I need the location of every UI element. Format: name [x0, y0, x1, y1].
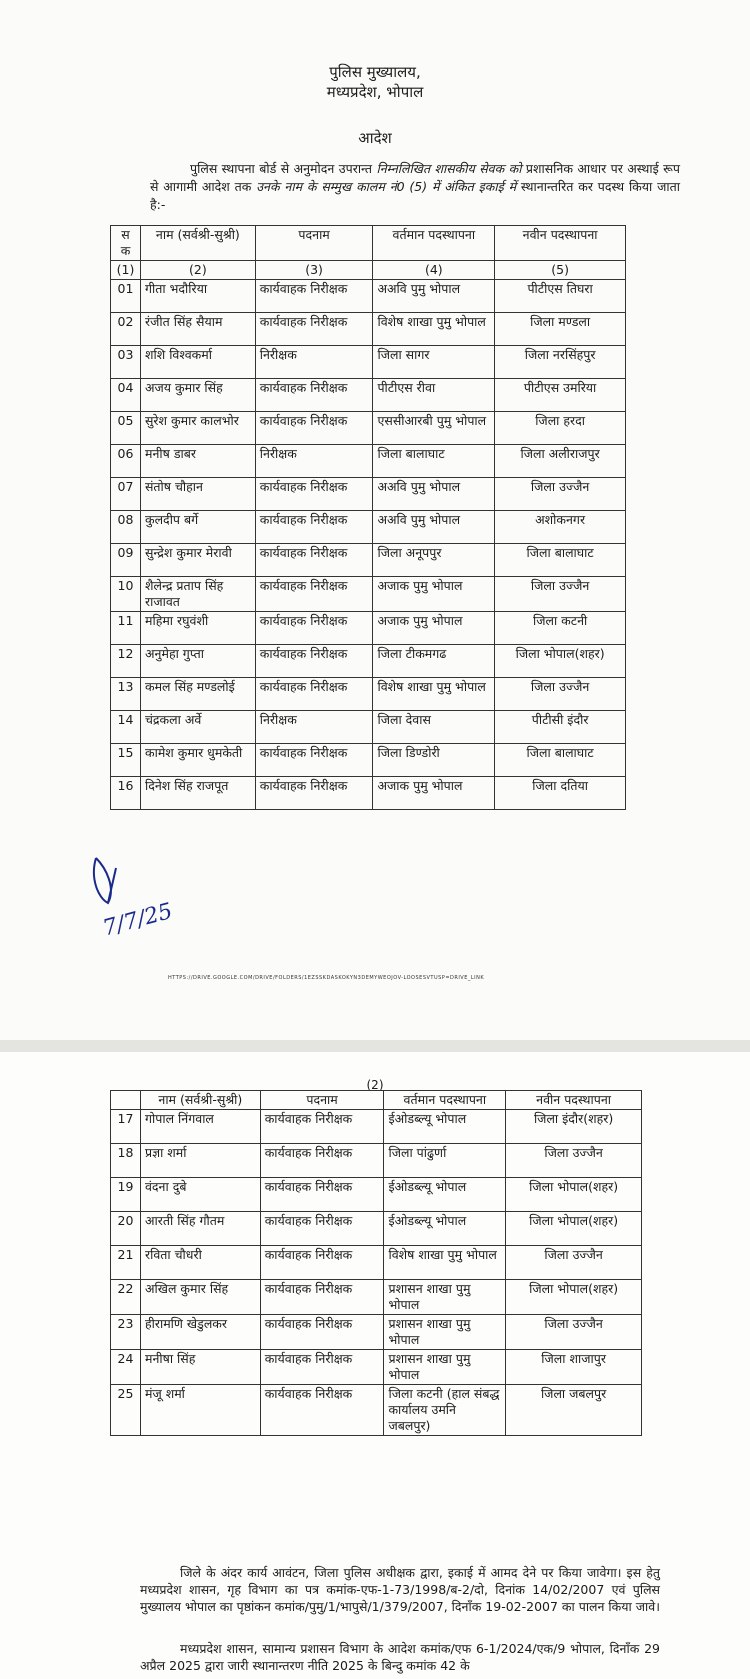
- cell-sno: 02: [111, 313, 141, 346]
- cell-name: मंजू शर्मा: [140, 1385, 260, 1436]
- cell-name: दिनेश सिंह राजपूत: [140, 777, 255, 810]
- table-row: [111, 577, 626, 612]
- intro-emphasis-2: उनके नाम के सम्मुख कालम नं0 (5) में अंकित इकाई में: [256, 179, 517, 194]
- cell-current-posting: प्रशासन शाखा पुमु भोपाल: [384, 1280, 506, 1315]
- cell-sno: 10: [111, 577, 141, 612]
- cell-designation: कार्यवाहक निरीक्षक: [255, 379, 373, 412]
- cell-current-posting: अजाक पुमु भोपाल: [373, 577, 495, 612]
- header-current-posting: वर्तमान पदस्थापना: [384, 1091, 506, 1110]
- col-number: (5): [495, 261, 626, 280]
- cell-new-posting: पीटीसी इंदौर: [495, 711, 626, 744]
- cell-new-posting: जिला उज्जैन: [506, 1315, 642, 1350]
- cell-designation: निरीक्षक: [255, 445, 373, 478]
- cell-sno: 20: [111, 1212, 141, 1246]
- cell-name: आरती सिंह गौतम: [140, 1212, 260, 1246]
- cell-sno: 22: [111, 1280, 141, 1315]
- cell-new-posting: जिला बालाघाट: [495, 544, 626, 577]
- cell-current-posting: जिला अनूपपुर: [373, 544, 495, 577]
- cell-designation: कार्यवाहक निरीक्षक: [260, 1246, 384, 1280]
- cell-new-posting: पीटीएस उमरिया: [495, 379, 626, 412]
- table-body-2: [111, 1110, 642, 1436]
- header-sno-empty: [111, 1091, 141, 1110]
- document-page-2: [0, 1052, 750, 1679]
- table-body-1: [111, 280, 626, 810]
- intro-paragraph: [150, 160, 680, 214]
- header-current-posting: वर्तमान पदस्थापना: [373, 226, 495, 261]
- cell-designation: कार्यवाहक निरीक्षक: [260, 1110, 384, 1144]
- table-row: [111, 612, 626, 645]
- cell-new-posting: जिला बालाघाट: [495, 744, 626, 777]
- cell-sno: 18: [111, 1144, 141, 1178]
- cell-new-posting: जिला जबलपुर: [506, 1385, 642, 1436]
- cell-new-posting: अशोकनगर: [495, 511, 626, 544]
- cell-current-posting: विशेष शाखा पुमु भोपाल: [384, 1246, 506, 1280]
- cell-name: रंजीत सिंह सैयाम: [140, 313, 255, 346]
- cell-new-posting: जिला मण्डला: [495, 313, 626, 346]
- table-row: [111, 379, 626, 412]
- cell-name: वंदना दुबे: [140, 1178, 260, 1212]
- cell-designation: कार्यवाहक निरीक्षक: [260, 1315, 384, 1350]
- col-number: (1): [111, 261, 141, 280]
- table-row: [111, 1350, 642, 1385]
- cell-name: महिमा रघुवंशी: [140, 612, 255, 645]
- cell-current-posting: जिला देवास: [373, 711, 495, 744]
- table-row: [111, 511, 626, 544]
- cell-designation: निरीक्षक: [255, 346, 373, 379]
- col-number: (2): [140, 261, 255, 280]
- cell-sno: 21: [111, 1246, 141, 1280]
- cell-sno: 25: [111, 1385, 141, 1436]
- intro-emphasis-1: निम्नलिखित शासकीय सेवक को: [376, 161, 522, 176]
- cell-designation: कार्यवाहक निरीक्षक: [255, 744, 373, 777]
- col-number: (4): [373, 261, 495, 280]
- table-row: [111, 280, 626, 313]
- cell-sno: 23: [111, 1315, 141, 1350]
- cell-designation: कार्यवाहक निरीक्षक: [255, 612, 373, 645]
- table-row: [111, 777, 626, 810]
- page-number: (2): [366, 1078, 384, 1092]
- cell-name: अनुमेहा गुप्ता: [140, 645, 255, 678]
- cell-name: हीरामणि खेडुलकर: [140, 1315, 260, 1350]
- cell-sno: 15: [111, 744, 141, 777]
- cell-name: संतोष चौहान: [140, 478, 255, 511]
- cell-new-posting: जिला नरसिंहपुर: [495, 346, 626, 379]
- header-sno: स क: [111, 226, 141, 261]
- header-name: नाम (सर्वश्री-सुश्री): [140, 1091, 260, 1110]
- cell-new-posting: जिला भोपाल(शहर): [506, 1280, 642, 1315]
- cell-sno: 11: [111, 612, 141, 645]
- cell-designation: निरीक्षक: [255, 711, 373, 744]
- table-row: [111, 544, 626, 577]
- cell-current-posting: प्रशासन शाखा पुमु भोपाल: [384, 1315, 506, 1350]
- cell-sno: 06: [111, 445, 141, 478]
- cell-designation: कार्यवाहक निरीक्षक: [260, 1144, 384, 1178]
- cell-sno: 08: [111, 511, 141, 544]
- table-row: [111, 1315, 642, 1350]
- office-name: पुलिस मुख्यालय,: [329, 63, 421, 81]
- cell-current-posting: विशेष शाखा पुमु भोपाल: [373, 678, 495, 711]
- instruction-paragraph-1: जिले के अंदर कार्य आवंटन, जिला पुलिस अधीक्षक द्वारा, इकाई में आमद देने पर किया जावेगा। इस हेतु मध्यप्रदेश शासन, गृह विभाग का पत्र कमांक-एफ-1-73/1998/ब-2/दो, दिनांक 14/02/2007 एवं पुलिस मुख्यालय भोपाल का पृष्ठांकन कमांक/पुमु/1/भापुसे/1/379/2007, दिनाँक 19-02-2007 का पालन किया जावे।: [140, 1565, 660, 1614]
- transfer-table-2: [110, 1090, 642, 1436]
- cell-name: कामेश कुमार धुमकेती: [140, 744, 255, 777]
- cell-name: रविता चौधरी: [140, 1246, 260, 1280]
- cell-current-posting: एससीआरबी पुमु भोपाल: [373, 412, 495, 445]
- signature-date: 7/7/25: [100, 898, 176, 942]
- cell-current-posting: ईओडब्ल्यू भोपाल: [384, 1212, 506, 1246]
- cell-designation: कार्यवाहक निरीक्षक: [260, 1350, 384, 1385]
- cell-new-posting: जिला उज्जैन: [495, 577, 626, 612]
- cell-designation: कार्यवाहक निरीक्षक: [255, 478, 373, 511]
- cell-sno: 01: [111, 280, 141, 313]
- cell-designation: कार्यवाहक निरीक्षक: [255, 777, 373, 810]
- intro-text-1: पुलिस स्थापना बोर्ड से अनुमोदन उपरान्त: [190, 161, 377, 176]
- cell-designation: कार्यवाहक निरीक्षक: [255, 544, 373, 577]
- instruction-paragraph-2: मध्यप्रदेश शासन, सामान्य प्रशासन विभाग के आदेश कमांक/एफ 6-1/2024/एक/9 भोपाल, दिनाँक 29 अप्रैल 2025 द्वारा जारी स्थानान्तरण नीति 2025 के बिन्दु कमांक 42 के: [140, 1641, 661, 1673]
- cell-sno: 09: [111, 544, 141, 577]
- table-row: [111, 1280, 642, 1315]
- transfer-table-1: [110, 225, 626, 810]
- cell-new-posting: जिला भोपाल(शहर): [506, 1212, 642, 1246]
- cell-sno: 16: [111, 777, 141, 810]
- cell-current-posting: अअवि पुमु भोपाल: [373, 511, 495, 544]
- cell-designation: कार्यवाहक निरीक्षक: [255, 577, 373, 612]
- cell-designation: कार्यवाहक निरीक्षक: [260, 1212, 384, 1246]
- signature-mark: [86, 848, 176, 948]
- intro-text-2: प्रशासनिक आधार पर अस्थाई रूप से आगामी आदेश तक: [150, 161, 680, 194]
- table-row: [111, 1178, 642, 1212]
- cell-new-posting: जिला उज्जैन: [495, 478, 626, 511]
- cell-new-posting: जिला उज्जैन: [506, 1144, 642, 1178]
- cell-name: कमल सिंह मण्डलोई: [140, 678, 255, 711]
- cell-designation: कार्यवाहक निरीक्षक: [255, 511, 373, 544]
- cell-sno: 03: [111, 346, 141, 379]
- cell-new-posting: जिला अलीराजपुर: [495, 445, 626, 478]
- cell-current-posting: अजाक पुमु भोपाल: [373, 612, 495, 645]
- table-row: [111, 711, 626, 744]
- header-name: नाम (सर्वश्री-सुश्री): [140, 226, 255, 261]
- header-new-posting: नवीन पदस्थापना: [506, 1091, 642, 1110]
- cell-designation: कार्यवाहक निरीक्षक: [255, 412, 373, 445]
- column-number-row: [111, 261, 626, 280]
- cell-new-posting: जिला इंदौर(शहर): [506, 1110, 642, 1144]
- cell-new-posting: जिला दतिया: [495, 777, 626, 810]
- cell-sno: 13: [111, 678, 141, 711]
- cell-current-posting: जिला टीकमगढ: [373, 645, 495, 678]
- table-row: [111, 1110, 642, 1144]
- cell-current-posting: प्रशासन शाखा पुमु भोपाल: [384, 1350, 506, 1385]
- cell-current-posting: विशेष शाखा पुमु भोपाल: [373, 313, 495, 346]
- cell-name: मनीषा सिंह: [140, 1350, 260, 1385]
- table-row: [111, 1212, 642, 1246]
- cell-name: अखिल कुमार सिंह: [140, 1280, 260, 1315]
- cell-new-posting: जिला हरदा: [495, 412, 626, 445]
- cell-designation: कार्यवाहक निरीक्षक: [260, 1280, 384, 1315]
- table-row: [111, 478, 626, 511]
- cell-name: अजय कुमार सिंह: [140, 379, 255, 412]
- cell-current-posting: ईओडब्ल्यू भोपाल: [384, 1178, 506, 1212]
- table-row: [111, 678, 626, 711]
- cell-designation: कार्यवाहक निरीक्षक: [255, 313, 373, 346]
- cell-sno: 14: [111, 711, 141, 744]
- cell-current-posting: जिला सागर: [373, 346, 495, 379]
- order-title: आदेश: [358, 129, 392, 147]
- table-header-row: [111, 226, 626, 261]
- table-row: [111, 313, 626, 346]
- cell-new-posting: जिला भोपाल(शहर): [495, 645, 626, 678]
- cell-current-posting: पीटीएस रीवा: [373, 379, 495, 412]
- cell-current-posting: अजाक पुमु भोपाल: [373, 777, 495, 810]
- cell-name: चंद्रकला अर्वे: [140, 711, 255, 744]
- cell-new-posting: जिला भोपाल(शहर): [506, 1178, 642, 1212]
- table-row: [111, 445, 626, 478]
- header-designation: पदनाम: [255, 226, 373, 261]
- cell-name: शैलेन्द्र प्रताप सिंह राजावत: [140, 577, 255, 612]
- cell-current-posting: ईओडब्ल्यू भोपाल: [384, 1110, 506, 1144]
- table-row: [111, 346, 626, 379]
- cell-new-posting: जिला उज्जैन: [495, 678, 626, 711]
- table-row: [111, 744, 626, 777]
- cell-current-posting: अअवि पुमु भोपाल: [373, 280, 495, 313]
- header-new-posting: नवीन पदस्थापना: [495, 226, 626, 261]
- cell-designation: कार्यवाहक निरीक्षक: [255, 645, 373, 678]
- cell-designation: कार्यवाहक निरीक्षक: [260, 1178, 384, 1212]
- cell-new-posting: जिला शाजापुर: [506, 1350, 642, 1385]
- table-row: [111, 645, 626, 678]
- cell-name: सुरेश कुमार कालभोर: [140, 412, 255, 445]
- table-header-row: [111, 1091, 642, 1110]
- table-row: [111, 1246, 642, 1280]
- cell-current-posting: जिला कटनी (हाल संबद्ध कार्यालय उमनि जबलपुर): [384, 1385, 506, 1436]
- cell-current-posting: अअवि पुमु भोपाल: [373, 478, 495, 511]
- cell-current-posting: जिला बालाघाट: [373, 445, 495, 478]
- cell-current-posting: जिला पांढुर्णा: [384, 1144, 506, 1178]
- cell-name: मनीष डाबर: [140, 445, 255, 478]
- cell-name: कुलदीप बर्गे: [140, 511, 255, 544]
- cell-new-posting: जिला कटनी: [495, 612, 626, 645]
- cell-designation: कार्यवाहक निरीक्षक: [260, 1385, 384, 1436]
- cell-new-posting: जिला उज्जैन: [506, 1246, 642, 1280]
- cell-designation: कार्यवाहक निरीक्षक: [255, 678, 373, 711]
- page-separator: [0, 1040, 750, 1052]
- cell-current-posting: जिला डिण्डोरी: [373, 744, 495, 777]
- cell-sno: 24: [111, 1350, 141, 1385]
- cell-name: शशि विश्वकर्मा: [140, 346, 255, 379]
- cell-sno: 04: [111, 379, 141, 412]
- table-row: [111, 412, 626, 445]
- cell-name: गोपाल निंगवाल: [140, 1110, 260, 1144]
- cell-sno: 17: [111, 1110, 141, 1144]
- cell-sno: 12: [111, 645, 141, 678]
- table-row: [111, 1385, 642, 1436]
- header-designation: पदनाम: [260, 1091, 384, 1110]
- intro-text-3: स्थानान्तरित कर पदस्थ किया जाता है:-: [150, 179, 680, 212]
- cell-new-posting: पीटीएस तिघरा: [495, 280, 626, 313]
- office-place: मध्यप्रदेश, भोपाल: [326, 83, 424, 101]
- cell-name: गीता भदौरिया: [140, 280, 255, 313]
- cell-sno: 05: [111, 412, 141, 445]
- cell-sno: 19: [111, 1178, 141, 1212]
- cell-name: प्रज्ञा शर्मा: [140, 1144, 260, 1178]
- table-row: [111, 1144, 642, 1178]
- cell-sno: 07: [111, 478, 141, 511]
- drive-link-url: HTTPS://DRIVE.GOOGLE.COM/DRIVE/FOLDERS/1EZSSKDASKOKYN3DEMYWEOJOV-LOOSESVTUSP=DRIVE_LINK: [168, 975, 485, 981]
- col-number: (3): [255, 261, 373, 280]
- cell-name: सुन्द्रेश कुमार मेरावी: [140, 544, 255, 577]
- cell-designation: कार्यवाहक निरीक्षक: [255, 280, 373, 313]
